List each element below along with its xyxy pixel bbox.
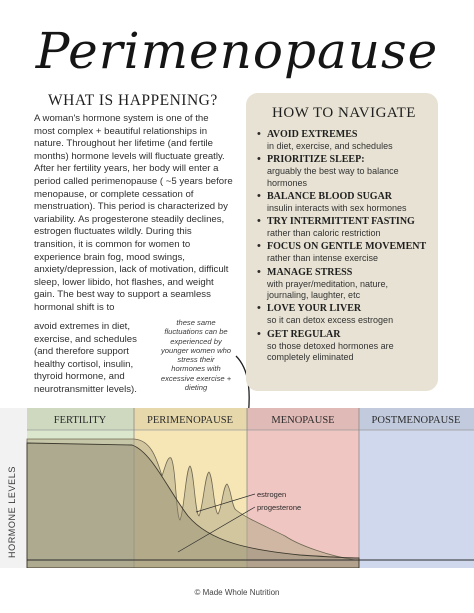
note-line: hormones with [171, 364, 221, 374]
phase-label-perimenopause: PERIMENOPAUSE [147, 415, 233, 426]
phase-label-fertility: FERTILITY [53, 415, 107, 426]
footer-credit: © Made Whole Nutrition [194, 588, 280, 597]
intro-line: thyroid hormone, and [34, 371, 125, 383]
intro-line: experience brain fog, mood swings, [34, 251, 185, 263]
navigate-item-heading: • AVOID EXTREMES [267, 129, 358, 140]
navigate-item-heading: • GET REGULAR [267, 328, 341, 340]
navigate-item-desc: in diet, exercise, and schedules [267, 141, 393, 151]
navigate-item-heading: • PRIORITIZE SLEEP: [267, 154, 365, 166]
intro-line: nature. Throughout her lifetime (and fertile [34, 138, 214, 150]
intro-line: avoid extremes in diet, [34, 321, 130, 332]
intro-line: transition, it is common for women to [34, 238, 191, 250]
navigate-item-desc: rather than intense exercise [267, 253, 379, 264]
intro-line: gain. The best way to support a seamless [34, 289, 211, 301]
list-item [257, 267, 435, 302]
intro-line: most complex + beautiful relationships in [34, 125, 208, 137]
intro-line: healthy cortisol, insulin, [34, 358, 134, 370]
navigate-item-desc: rather than caloric restriction [267, 228, 381, 239]
what-is-happening-heading: WHAT IS HAPPENING? [48, 92, 218, 109]
navigate-item-heading: • TRY INTERMITTENT FASTING [267, 216, 415, 228]
navigate-list [257, 129, 435, 365]
navigate-item-desc: so it can detox excess estrogen [267, 315, 394, 326]
navigate-item-desc: insulin interacts with sex hormones [267, 202, 407, 213]
navigate-item-desc: completely eliminated [267, 351, 354, 362]
intro-line: hormonal shift is to [34, 301, 115, 313]
note-line: these same [176, 318, 216, 327]
navigate-item-heading: • BALANCE BLOOD SUGAR [267, 190, 393, 202]
note-line: younger women who [160, 345, 232, 355]
phase-label-postmenopause: POSTMENOPAUSE [371, 415, 461, 426]
intro-line: exercise, and schedules [34, 333, 137, 345]
intro-line: estrogen fluctuates wildly. During this [34, 226, 192, 238]
list-item [257, 303, 435, 326]
navigate-item-desc: journaling, laughter, etc [267, 290, 361, 301]
navigate-item-desc: hormones [267, 177, 308, 188]
hormone-chart [0, 408, 474, 568]
y-axis-label: HORMONE LEVELS [7, 466, 17, 558]
note-line: stress their [177, 355, 215, 365]
list-item [257, 191, 435, 214]
navigate-item-desc: so those detoxed hormones are [267, 340, 394, 351]
list-item [257, 154, 435, 189]
note-line: dieting [184, 383, 208, 393]
list-item [257, 329, 435, 364]
note-line: excessive exercise + [160, 373, 232, 383]
page-title: Perimenopause [35, 22, 439, 80]
intro-line: menopause, or complete cessation of [34, 188, 194, 200]
intro-line: After her fertility years, her body will enter a [34, 163, 219, 175]
how-to-navigate-heading: HOW TO NAVIGATE [272, 105, 416, 121]
intro-line: variability. As progesterone steadily declines, [34, 213, 225, 225]
intro-line: sleep, lower libido, hot flashes, and weight [34, 276, 214, 288]
navigate-item-desc: arguably the best way to balance [267, 166, 399, 177]
legend-estrogen: estrogen [257, 490, 287, 499]
intro-line: months) hormone levels will fluctuate greatly. [34, 150, 225, 162]
navigate-item-desc: with prayer/meditation, nature, [267, 278, 389, 289]
phase-band-postmenopause [359, 408, 474, 568]
intro-line: period called perimenopause ( ~5 years before [34, 175, 233, 187]
phase-label-menopause: MENOPAUSE [271, 415, 335, 426]
note-line: experienced by [170, 336, 222, 346]
intro-line: neurotransmitter levels). [34, 383, 137, 395]
navigate-item-heading: • MANAGE STRESS [267, 266, 353, 278]
list-item [257, 241, 435, 264]
legend-progesterone: progesterone [257, 503, 302, 512]
navigate-item-heading: • FOCUS ON GENTLE MOVEMENT [267, 241, 427, 253]
navigate-item-heading: • LOVE YOUR LIVER [267, 303, 362, 315]
intro-line: A woman's hormone system is one of the [34, 113, 209, 124]
intro-line: anxiety/depression, lack of motivation, difficult [34, 264, 229, 276]
list-item [257, 129, 435, 152]
intro-line: menstruation). This period is characterized by [34, 201, 228, 213]
intro-line: (and therefore support [34, 346, 129, 358]
list-item [257, 216, 435, 239]
note-line: fluctuations can be [164, 327, 228, 337]
